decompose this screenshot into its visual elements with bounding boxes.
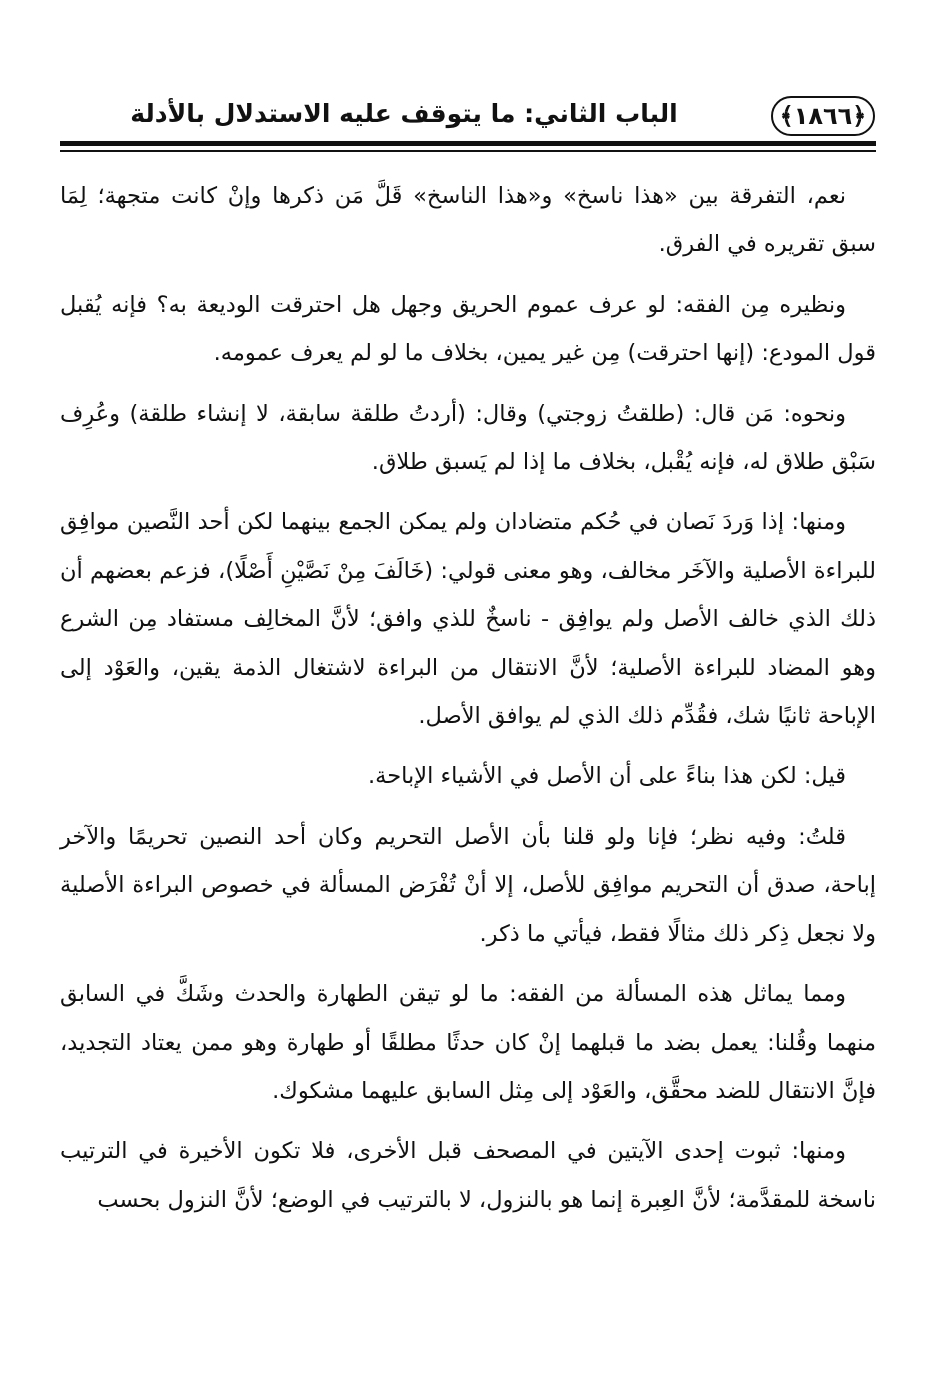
page-header [60, 88, 875, 148]
main-text [60, 172, 876, 1224]
paragraph: نعم، التفرقة بين «هذا ناسخ» و«هذا الناسخ» قَلَّ مَن ذكرها وإنْ كانت متجهة؛ لِمَا سبق تقريره في الفرق. [60, 183, 876, 258]
paragraph: ومما يماثل هذه المسألة من الفقه: ما لو تيقن الطهارة والحدث وشَكَّ في السابق منهما وقُلنا: يعمل بضد ما قبلهما إنْ كان حدثًا مطلقًا أو طهارة وهو ممن يعتاد التجديد، فإنَّ الانتقال للضد محقَّق، والعَوْد إلى مِثل السابق عليهما مشكوك. [60, 981, 876, 1104]
header-rule-thin [60, 150, 876, 152]
paragraph: قيل: لكن هذا بناءً على أن الأصل في الأشياء الإباحة. [368, 763, 846, 790]
running-title: الباب الثاني: ما يتوقف عليه الاستدلال بالأدلة [130, 99, 678, 128]
paragraph: ونظيره مِن الفقه: لو عرف عموم الحريق وجهل هل احترقت الوديعة به؟ فإنه يُقبل قول المودع: (إنها احترقت) مِن غير يمين، بخلاف ما لو لم يعرف عمومه. [60, 291, 876, 367]
paragraph: ومنها: إذا وَردَ نَصان في حُكم متضادان ولم يمكن الجمع بينهما لكن أحد النَّصين موافِق للبراءة الأصلية والآخَر مخالف، وهو معنى قولي: (خَالَفَ مِنْ نَصَّيْنِ أَصْلًا)، فزعم بعضهم أن ذلك الذي خالف الأصل ولم يوافِق - ناسخٌ للذي وافق؛ لأنَّ المخالِف مستفاد مِن الشرع وهو المضاد للبراءة الأصلية؛ لأنَّ الانتقال من البراءة لاشتغال الذمة يقين، والعَوْد إلى الإباحة ثانيًا شك، فقُدِّم ذلك الذي لم يوافق الأصل. [60, 509, 876, 730]
paragraph: ونحوه: مَن قال: (طلقتُ زوجتي) وقال: (أردتُ طلقة سابقة، لا إنشاء طلقة) وعُرِف سَبْق طلاق له، فإنه يُقْبل، بخلاف ما إذا لم يَسبق طلاق. [60, 400, 876, 476]
paragraph: قلتُ: وفيه نظر؛ فإنا ولو قلنا بأن الأصل التحريم وكان أحد النصين تحريمًا والآخر إباحة، صدق أن التحريم موافِق للأصل، إلا أنْ تُفْرَض المسألة في خصوص البراءة الأصلية ولا نجعل ذِكر ذلك مثالًا فقط، فيأتي ما ذكر. [60, 823, 876, 947]
page-number-badge: ﴿١٨٦٦﴾ [771, 96, 875, 136]
header-rule-thick [60, 141, 876, 146]
paragraph: ومنها: ثبوت إحدى الآيتين في المصحف قبل الأخرى، فلا تكون الأخيرة في الترتيب ناسخة للمقدَّمة؛ لأنَّ العِبرة إنما هو بالنزول، لا بالترتيب في الوضع؛ لأنَّ النزول بحسب [60, 1138, 876, 1213]
